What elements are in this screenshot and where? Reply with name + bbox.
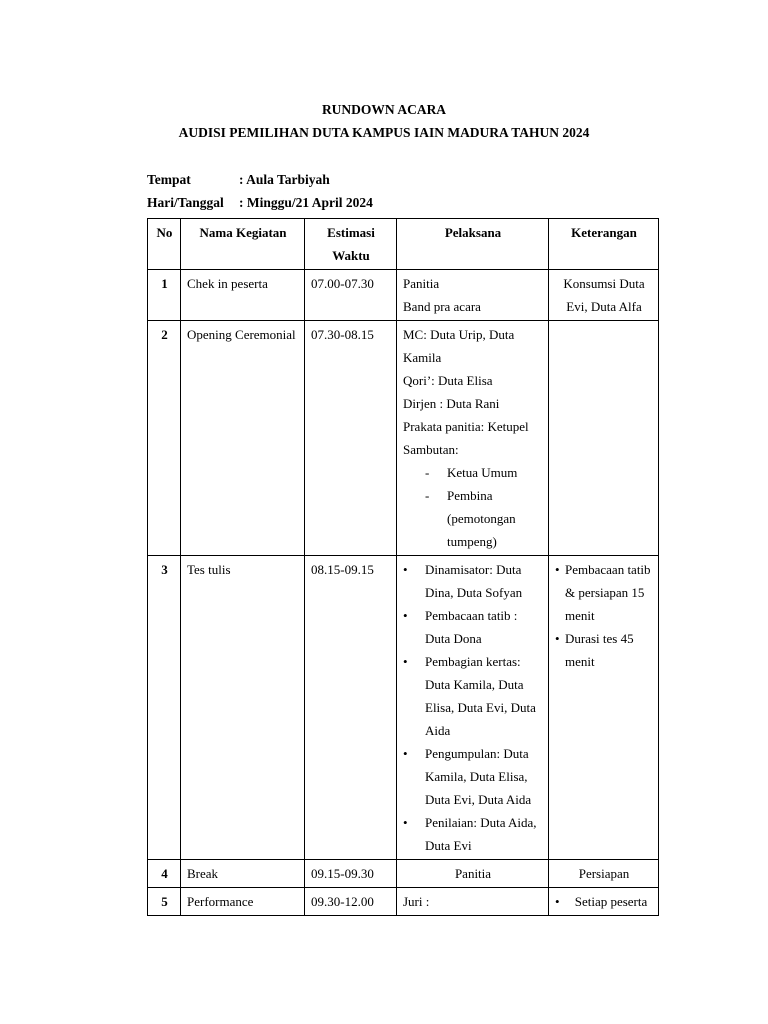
meta-tanggal-label: Hari/Tanggal [147, 195, 224, 210]
cell-pelaksana [397, 321, 549, 556]
cell-pelaksana [397, 270, 549, 321]
header-estimasi-line2: Waktu [332, 248, 370, 263]
list-item: • Pembacaan tatib & persiapan 15 menit [555, 558, 653, 627]
pelaksana-line: Band pra acara [403, 299, 481, 314]
meta-tanggal [147, 195, 373, 211]
pelaksana-list [403, 558, 543, 857]
header-estimasi-line1: Estimasi [327, 225, 375, 240]
meta-tempat-value: : Aula Tarbiyah [239, 172, 330, 187]
table-row [148, 321, 659, 556]
list-item: - Ketua Umum [421, 461, 543, 484]
cell-nama: Break [181, 860, 305, 888]
cell-keterangan: Konsumsi Duta Evi, Duta Alfa [549, 270, 659, 321]
list-item: • Durasi tes 45 menit [555, 627, 653, 673]
cell-no: 1 [148, 270, 181, 321]
cell-nama: Tes tulis [181, 556, 305, 860]
cell-keterangan: Persiapan [549, 860, 659, 888]
cell-pelaksana [397, 556, 549, 860]
document-title: RUNDOWN ACARA [321, 102, 447, 117]
cell-waktu: 07.30-08.15 [305, 321, 397, 556]
list-item: • Pembacaan tatib : Duta Dona [403, 604, 543, 650]
pelaksana-line: Panitia [403, 276, 440, 291]
sambutan-list [403, 461, 543, 553]
table-row [148, 270, 659, 321]
list-item: • Pengumpulan: Duta Kamila, Duta Elisa, Duta Evi, Duta Aida [403, 742, 543, 811]
table-row [148, 556, 659, 860]
meta-tempat [147, 172, 330, 188]
table-row [148, 888, 659, 916]
cell-waktu: 09.15-09.30 [305, 860, 397, 888]
pelaksana-line: Sambutan: [403, 442, 459, 457]
cell-no: 5 [148, 888, 181, 916]
list-item: • Pembagian kertas: Duta Kamila, Duta Elisa, Duta Evi, Duta Aida [403, 650, 543, 742]
pelaksana-line: Dirjen : Duta Rani [403, 396, 500, 411]
cell-pelaksana: Juri : [397, 888, 549, 916]
table-header-row [148, 219, 659, 270]
meta-tempat-label: Tempat [147, 172, 191, 187]
table-row [148, 860, 659, 888]
keterangan-list [555, 558, 653, 673]
list-item: • Setiap peserta [555, 890, 653, 913]
keterangan-list [555, 890, 653, 913]
cell-nama: Performance [181, 888, 305, 916]
meta-tanggal-value: : Minggu/21 April 2024 [239, 195, 373, 210]
list-item: - Pembina (pemotongan tumpeng) [421, 484, 543, 553]
cell-waktu: 08.15-09.15 [305, 556, 397, 860]
cell-no: 4 [148, 860, 181, 888]
pelaksana-line: Prakata panitia: Ketupel [403, 419, 529, 434]
cell-no: 2 [148, 321, 181, 556]
cell-nama: Chek in peserta [181, 270, 305, 321]
cell-keterangan [549, 556, 659, 860]
header-nama-kegiatan: Nama Kegiatan [181, 219, 305, 270]
header-no: No [148, 219, 181, 270]
cell-keterangan [549, 888, 659, 916]
cell-nama: Opening Ceremonial [181, 321, 305, 556]
pelaksana-line: MC: Duta Urip, Duta Kamila [403, 327, 515, 365]
cell-waktu: 07.00-07.30 [305, 270, 397, 321]
rundown-table [147, 218, 659, 916]
header-estimasi-waktu [305, 219, 397, 270]
list-item: • Dinamisator: Duta Dina, Duta Sofyan [403, 558, 543, 604]
document-subtitle: AUDISI PEMILIHAN DUTA KAMPUS IAIN MADURA TAHUN 2024 [178, 125, 590, 140]
cell-no: 3 [148, 556, 181, 860]
cell-pelaksana: Panitia [397, 860, 549, 888]
header-pelaksana: Pelaksana [397, 219, 549, 270]
cell-waktu: 09.30-12.00 [305, 888, 397, 916]
cell-keterangan [549, 321, 659, 556]
header-keterangan: Keterangan [549, 219, 659, 270]
list-item: • Penilaian: Duta Aida, Duta Evi [403, 811, 543, 857]
pelaksana-line: Qori’: Duta Elisa [403, 373, 493, 388]
